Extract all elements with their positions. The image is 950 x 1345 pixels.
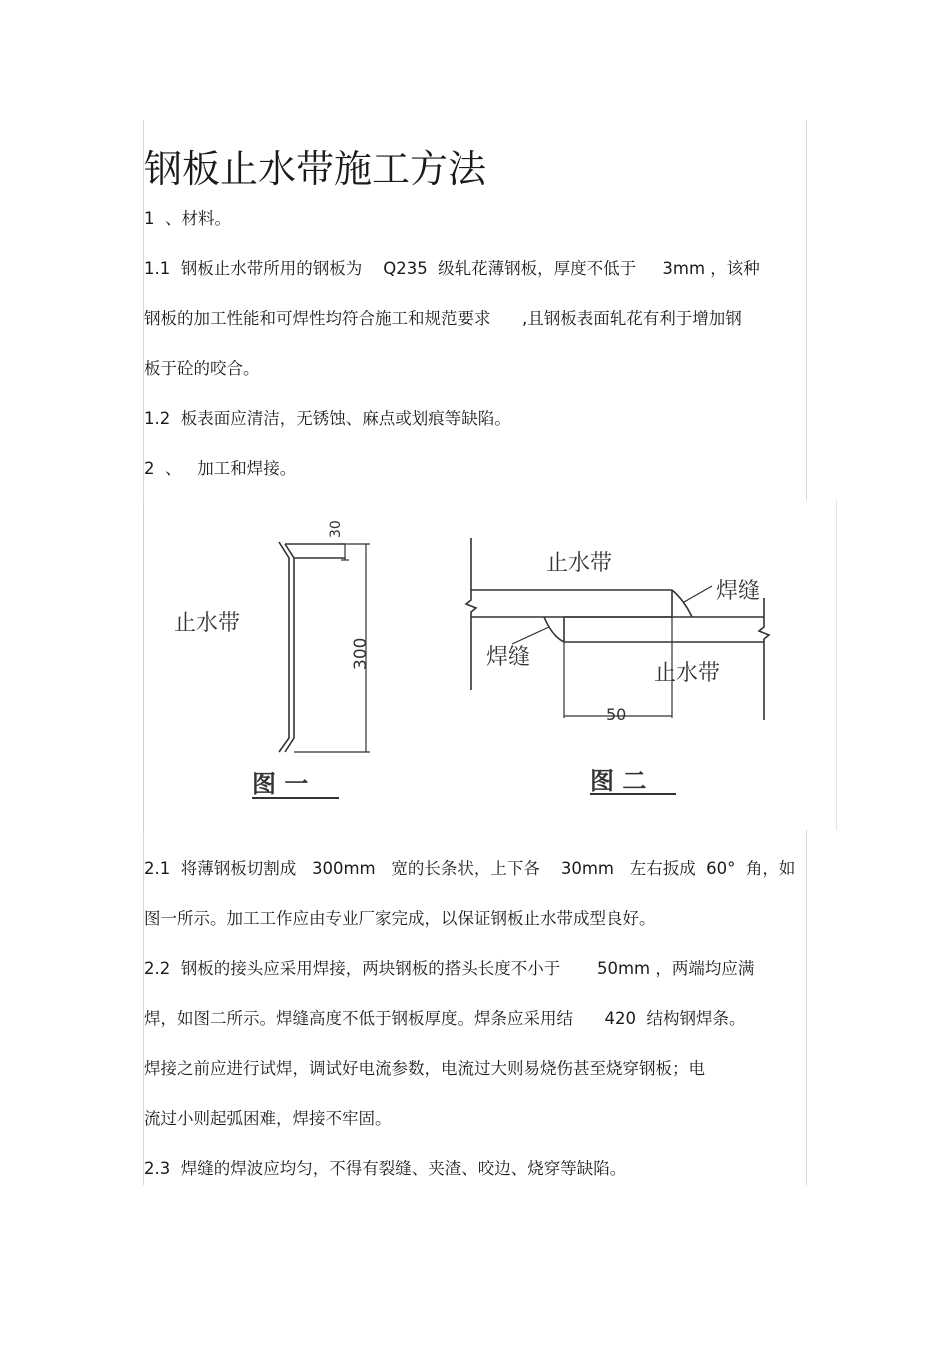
paragraph-10: 焊，如图二所示。焊缝高度不低于钢板厚度。焊条应采用结 420 结构钢焊条。 xyxy=(144,1009,746,1028)
figure-diagrams xyxy=(143,500,837,830)
paragraph-12: 流过小则起弧困难，焊接不牢固。 xyxy=(144,1109,392,1128)
figure2-leaders xyxy=(512,586,712,644)
paragraph-6: 2 、 加工和焊接。 xyxy=(144,459,297,478)
figure1-dim-top: 30 xyxy=(328,520,344,538)
paragraph-2: 1.1 钢板止水带所用的钢板为 Q235 级轧花薄钢板，厚度不低于 3mm ，该种 xyxy=(144,259,760,278)
paragraph-13: 2.3 焊缝的焊波应均匀，不得有裂缝、夹渣、咬边、烧穿等缺陷。 xyxy=(144,1159,627,1178)
figure2-caption: 图 二 xyxy=(590,767,647,795)
page-border-right-bottom xyxy=(806,830,807,1185)
paragraph-7: 2.1 将薄钢板切割成 300mm 宽的长条状，上下各 30mm 左右扳成 60° 角，如 xyxy=(144,859,796,878)
paragraph-1: 1 、材料。 xyxy=(144,209,231,228)
figure1-waterstop-profile xyxy=(279,542,345,752)
figure1-caption: 图 一 xyxy=(252,770,309,798)
figure-svg xyxy=(144,500,836,830)
figure2-label-weld-left: 焊缝 xyxy=(486,645,531,670)
paragraph-11: 焊接之前应进行试焊，调试好电流参数，电流过大则易烧伤甚至烧穿钢板；电 xyxy=(144,1059,705,1078)
page-border-right-top xyxy=(806,120,807,500)
figure1-label-waterstop: 止水带 xyxy=(174,611,241,636)
paragraph-5: 1.2 板表面应清洁，无锈蚀、麻点或划痕等缺陷。 xyxy=(144,409,511,428)
paragraph-4: 板于砼的咬合。 xyxy=(144,359,260,378)
paragraph-8: 图一所示。加工工作应由专业厂家完成，以保证钢板止水带成型良好。 xyxy=(144,909,656,928)
figure2-walls xyxy=(466,538,769,720)
figure2-label-waterstop-bottom: 止水带 xyxy=(654,661,721,686)
figure1-dim-height: 300 xyxy=(351,637,371,670)
figure2-label-waterstop-top: 止水带 xyxy=(546,551,613,576)
page-title: 钢板止水带施工方法 xyxy=(144,147,487,191)
figure2-label-weld-right: 焊缝 xyxy=(716,579,761,604)
paragraph-9: 2.2 钢板的接头应采用焊接，两块钢板的搭头长度不小于 50mm ，两端均应满 xyxy=(144,959,755,978)
paragraph-3: 钢板的加工性能和可焊性均符合施工和规范要求 ,且钢板表面轧花有利于增加钢 xyxy=(144,309,742,328)
figure2-dim-overlap: 50 xyxy=(606,705,627,724)
